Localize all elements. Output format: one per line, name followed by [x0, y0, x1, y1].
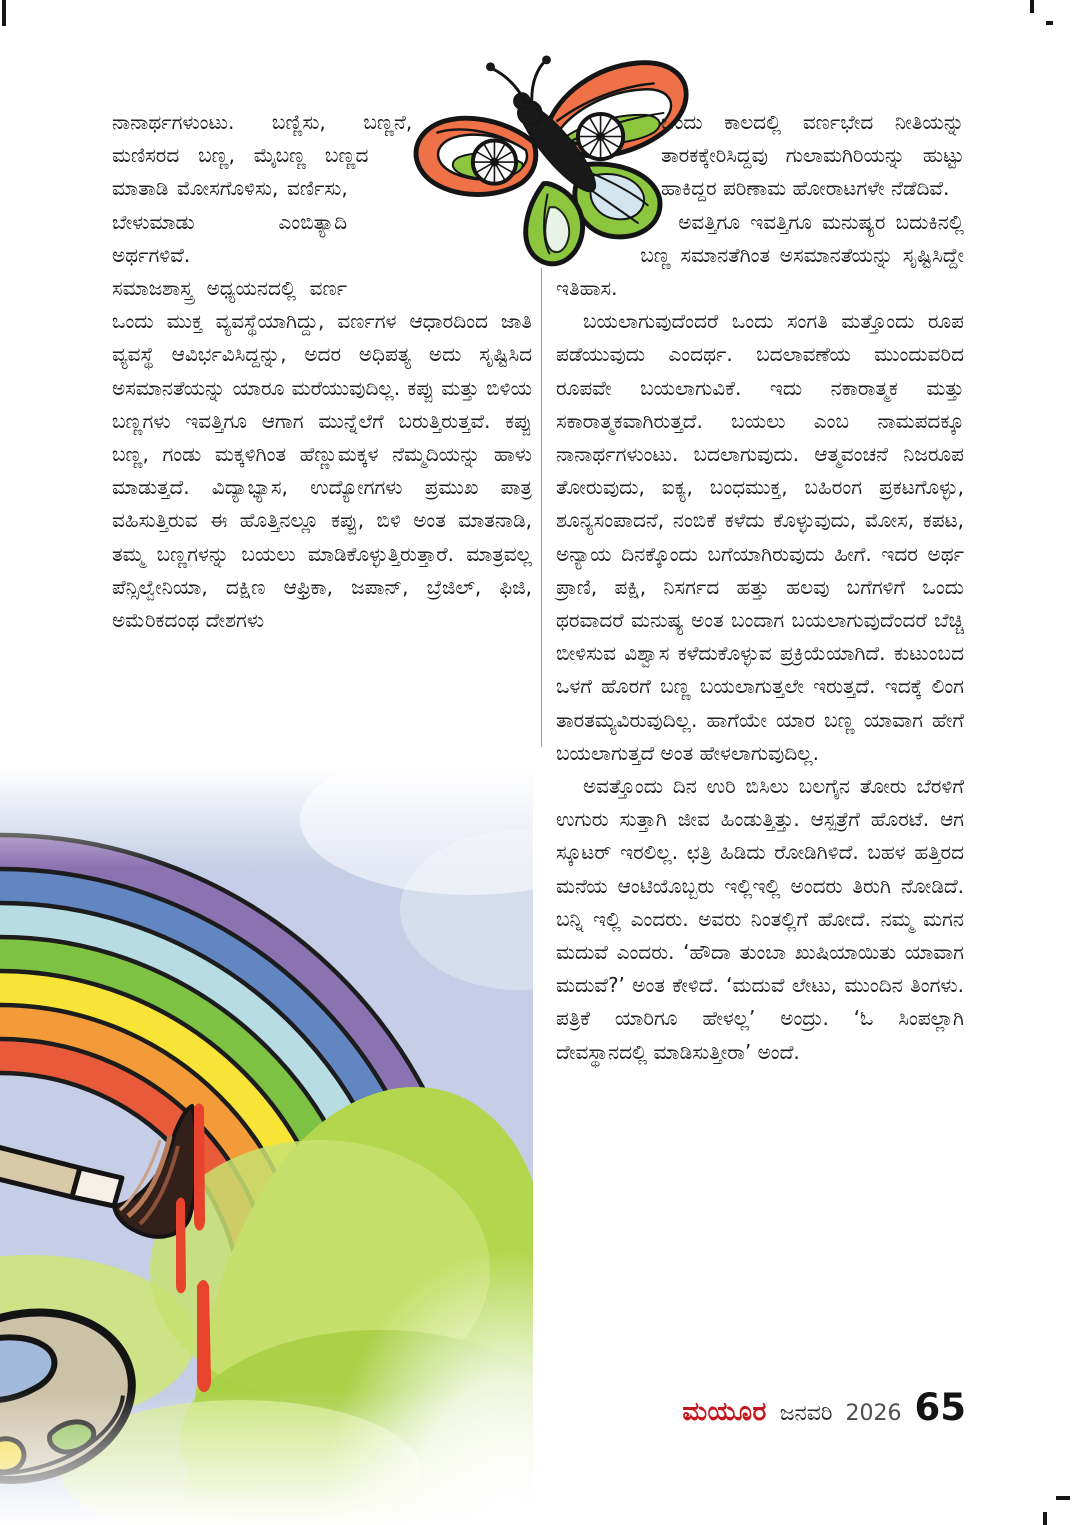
crop-mark-top-right-dash [1046, 21, 1053, 25]
paragraph: ಅವತ್ತೊಂದು ದಿನ ಉರಿ ಬಿಸಿಲು ಬಲಗೈನ ತೋರು ಬೆರಳಿಗೆ ಉಗುರು ಸುತ್ತಾಗಿ ಜೀವ ಹಿಂಡುತ್ತಿತ್ತು. ಆಸ್ಪತ್ರೆಗೆ ಹೊರಟೆ. ಆಗ ಸ್ಕೂಟರ್ ಇರಲಿಲ್ಲ. ಛತ್ರಿ ಹಿಡಿದು ರೋಡಿಗಿಳಿದೆ. ಬಹಳ ಹತ್ತಿರದ ಮನೆಯ ಆಂಟಿಯೊಬ್ಬರು ಇಲ್ಲಿಇಲ್ಲಿ ಅಂದರು ತಿರುಗಿ ನೋಡಿದೆ. ಬನ್ನಿ ಇಲ್ಲಿ ಎಂದರು. ಅವರು ನಿಂತಲ್ಲಿಗೆ ಹೋದೆ. ನಮ್ಮ ಮಗನ ಮದುವೆ ಎಂದರು. ‘ಹೌದಾ ತುಂಬಾ ಖುಷಿಯಾಯಿತು ಯಾವಾಗ ಮದುವೆ?’ ಅಂತ ಕೇಳಿದೆ. ‘ಮದುವೆ ಲೇಟು, ಮುಂದಿನ ತಿಂಗಳು. ಪತ್ರಿಕೆ ಯಾರಿಗೂ ಹೇಳಲ್ಲ’ ಅಂದ್ರು. ‘ಓ ಸಿಂಪಲ್ಲಾಗಿ ದೇವಸ್ಥಾನದಲ್ಲಿ ಮಾಡಿಸುತ್ತೀರಾ’ ಅಂದೆ. [556, 774, 964, 1064]
crop-mark-bottom-right [1043, 1512, 1047, 1525]
paragraph: ಅವತ್ತಿಗೂ ಇವತ್ತಿಗೂ ಮನುಷ್ಯರ ಬದುಕಿನಲ್ಲಿ ಬಣ್ಣ ಸಮಾನತೆಗಿಂತ ಅಸಮಾನತೆಯನ್ನು ಸೃಷ್ಟಿಸಿದ್ದೇ ಇತಿಹಾಸ. [556, 209, 964, 301]
crop-mark-bottom-right-dash [1056, 1496, 1070, 1500]
crop-mark-top-left [2, 0, 6, 26]
magazine-logo: ಮಯೂರ [682, 1397, 767, 1427]
paragraph: ಸಮಾಜಶಾಸ್ತ್ರ ಅಧ್ಯಯನದಲ್ಲಿ ವರ್ಣ ಒಂದು ಮುಕ್ತ ವ್ಯವಸ್ಥೆಯಾಗಿದ್ದು, ವರ್ಣಗಳ ಆಧಾರದಿಂದ ಜಾತಿ ವ್ಯವಸ್ಥೆ ಆವಿರ್ಭವಿಸಿದ್ದನ್ನು, ಅದರ ಅಧಿಪತ್ಯ ಅದು ಸೃಷ್ಟಿಸಿದ ಅಸಮಾನತೆಯನ್ನು ಯಾರೂ ಮರೆಯುವುದಿಲ್ಲ. ಕಪ್ಪು ಮತ್ತು ಬಿಳಿಯ ಬಣ್ಣಗಳು ಇವತ್ತಿಗೂ ಆಗಾಗ ಮುನ್ನೆಲೆಗೆ ಬರುತ್ತಿರುತ್ತವೆ. ಕಪ್ಪು ಬಣ್ಣ, ಗಂಡು ಮಕ್ಕಳಿಗಿಂತ ಹೆಣ್ಣುಮಕ್ಕಳ ನೆಮ್ಮದಿಯನ್ನು ಹಾಳು ಮಾಡುತ್ತದೆ. ವಿದ್ಯಾಭ್ಯಾಸ, ಉದ್ಯೋಗಗಳು ಪ್ರಮುಖ ಪಾತ್ರ ವಹಿಸುತ್ತಿರುವ ಈ ಹೊತ್ತಿನಲ್ಲೂ ಕಪ್ಪು, ಬಿಳಿ ಅಂತ ಮಾತನಾಡಿ, ತಮ್ಮ ಬಣ್ಣಗಳನ್ನು ಬಯಲು ಮಾಡಿಕೊಳ್ಳುತ್ತಿರುತ್ತಾರೆ. ಮಾತ್ರವಲ್ಲ ಪೆನ್ಸಿಲ್ವೇನಿಯಾ, ದಕ್ಷಿಣ ಆಫ್ರಿಕಾ, ಜಪಾನ್, ಬ್ರೆಜಿಲ್, ಫಿಜಿ, ಅಮೆರಿಕದಂಥ ದೇಶಗಳು [112, 276, 532, 633]
column-divider [541, 268, 542, 747]
crop-mark-top-right [1030, 0, 1034, 13]
footer-month: ಜನವರಿ [779, 1401, 833, 1426]
footer-year: 2026 [845, 1401, 902, 1426]
paragraph: ಒಂದು ಕಾಲದಲ್ಲಿ ವರ್ಣಭೇದ ನೀತಿಯನ್ನು ತಾರಕಕ್ಕೇರಿಸಿದ್ದವು ಗುಲಾಮಗಿರಿಯನ್ನು ಹುಟ್ಟು ಹಾಕಿದ್ದರ ಪರಿಣಾಮ ಹೋರಾಟಗಳೇ ನೆಡೆದಿವೆ. [661, 110, 964, 201]
butterfly-antenna [532, 61, 546, 99]
rainbow-paintbrush-illustration [0, 750, 533, 1525]
text-column-left [112, 106, 532, 637]
paragraph: ನಾನಾರ್ಥಗಳುಂಟು. ಬಣ್ಣಿಸು, ಬಣ್ಣನೆ, ಮಣಿಸರದ ಬಣ್ಣ, ಮೈಬಣ್ಣ ಬಣ್ಣದ ಮಾತಾಡಿ ಮೋಸಗೊಳಿಸು, ವರ್ಣಿಸು, ಬೇಳುಮಾಡು ಎಂಬಿತ್ಯಾದಿ ಅರ್ಥಗಳಿವೆ. [112, 110, 413, 267]
page-footer [556, 1386, 966, 1429]
paragraph: ಬಯಲಾಗುವುದೆಂದರೆ ಒಂದು ಸಂಗತಿ ಮತ್ತೊಂದು ರೂಪ ಪಡೆಯುವುದು ಎಂದರ್ಥ. ಬದಲಾವಣೆಯ ಮುಂದುವರಿದ ರೂಪವೇ ಬಯಲಾಗುವಿಕೆ. ಇದು ನಕಾರಾತ್ಮಕ ಮತ್ತು ಸಕಾರಾತ್ಮಕವಾಗಿರುತ್ತದೆ. ಬಯಲು ಎಂಬ ನಾಮಪದಕ್ಕೂ ನಾನಾರ್ಥಗಳುಂಟು. ಬದಲಾಗುವುದು. ಆತ್ಮವಂಚನೆ ನಿಜರೂಪ ತೋರುವುದು, ಐಕ್ಯ, ಬಂಧಮುಕ್ತ, ಬಹಿರಂಗ ಪ್ರಕಟಗೊಳ್ಳು, ಶೂನ್ಯಸಂಪಾದನೆ, ನಂಬಿಕೆ ಕಳೆದು ಕೊಳ್ಳುವುದು, ಮೋಸ, ಕಪಟ, ಅನ್ಯಾಯ ದಿನಕ್ಕೊಂದು ಬಗೆಯಾಗಿರುವುದು ಹೀಗೆ. ಇದರ ಅರ್ಥ ಪ್ರಾಣಿ, ಪಕ್ಷಿ, ನಿಸರ್ಗದ ಹತ್ತು ಹಲವು ಬಗೆಗಳಿಗೆ ಒಂದು ಥರವಾದರೆ ಮನುಷ್ಯ ಅಂತ ಬಂದಾಗ ಬಯಲಾಗುವುದೆಂದರೆ ಬೆಚ್ಚಿ ಬೀಳಿಸುವ ವಿಶ್ವಾಸ ಕಳೆದುಕೊಳ್ಳುವ ಪ್ರಕ್ರಿಯೆಯಾಗಿದೆ. ಕುಟುಂಬದ ಒಳಗೆ ಹೊರಗೆ ಬಣ್ಣ ಬಯಲಾಗುತ್ತಲೇ ಇರುತ್ತದೆ. ಇದಕ್ಕೆ ಲಿಂಗ ತಾರತಮ್ಯವಿರುವುದಿಲ್ಲ. ಹಾಗೆಯೇ ಯಾರ ಬಣ್ಣ ಯಾವಾಗ ಹೇಗೆ ಬಯಲಾಗುತ್ತದೆ ಅಂತ ಹೇಳಲಾಗುವುದಿಲ್ಲ. [556, 309, 964, 765]
text-column-right [556, 106, 964, 1069]
butterfly-wrap-spacer [556, 106, 661, 246]
page-number: 65 [914, 1386, 966, 1429]
